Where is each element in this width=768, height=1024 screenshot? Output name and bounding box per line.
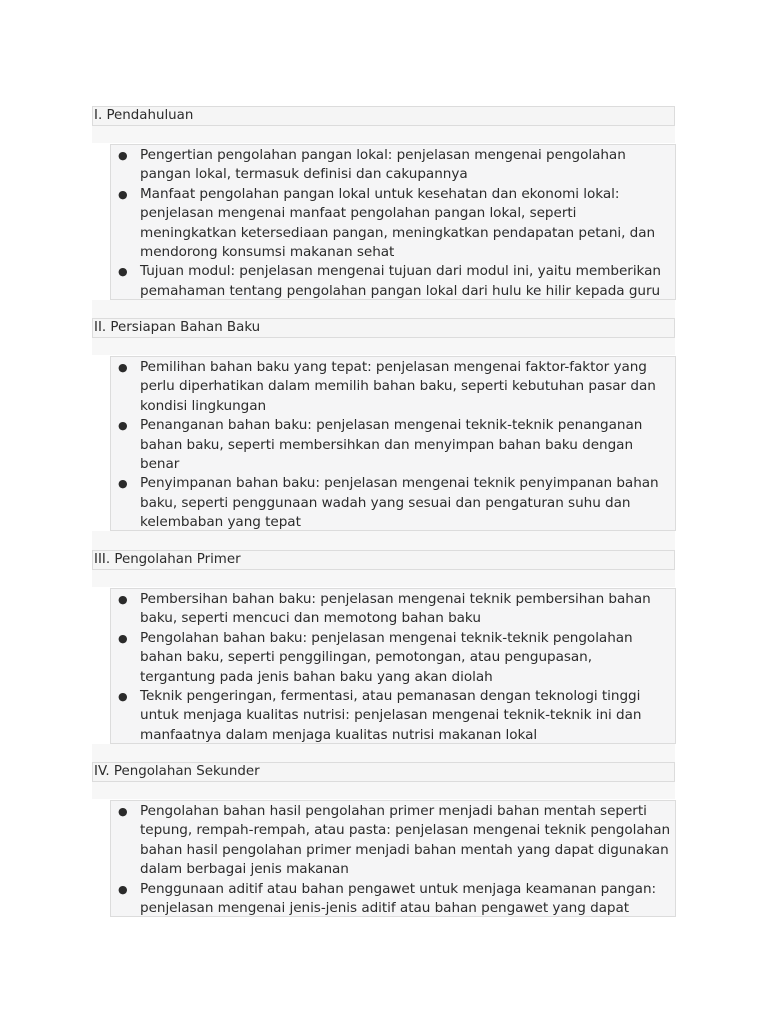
- bullet-icon: ●: [118, 187, 128, 201]
- section-heading-3: III. Pengolahan Primer: [92, 550, 675, 570]
- list-item: [111, 416, 675, 474]
- bullet-icon: ●: [118, 419, 128, 433]
- section-spacer: [92, 782, 675, 799]
- section-spacer: [92, 531, 675, 550]
- bullet-icon: ●: [118, 265, 128, 279]
- list-item: [111, 629, 675, 687]
- section-list-1: [110, 144, 676, 300]
- list-item-text: Pengertian pengolahan pangan lokal: penjelasan mengenai pengolahan pangan lokal, termasuk definisi dan cakupannya: [140, 147, 626, 183]
- list-item: [111, 802, 675, 880]
- section-heading-4: IV. Pengolahan Sekunder: [92, 762, 675, 782]
- bullet-icon: ●: [118, 361, 128, 374]
- list-item-text: Penyimpanan bahan baku: penjelasan mengenai teknik penyimpanan bahan baku, seperti penggunaan wadah yang sesuai dan pengaturan suhu dan kelembaban yang tepat: [140, 475, 659, 531]
- list-item: [111, 687, 675, 744]
- bullet-icon: ●: [118, 477, 128, 491]
- section-heading-2: II. Persiapan Bahan Baku: [92, 318, 675, 338]
- list-item-text: Manfaat pengolahan pangan lokal untuk kesehatan dan ekonomi lokal: penjelasan mengenai manfaat pengolahan pangan lokal, seperti meningkatkan ketersediaan pangan, meningkatkan pendapatan petani, dan mendorong konsumsi makanan sehat: [140, 185, 656, 261]
- list-item: [111, 590, 675, 629]
- list-item-text: Penanganan bahan baku: penjelasan mengenai teknik-teknik penanganan bahan baku, seperti membersihkan dan menyimpan bahan baku dengan benar: [140, 417, 643, 473]
- section-list-2: [110, 356, 676, 531]
- bullet-icon: ●: [118, 690, 128, 704]
- section-list-3: [110, 588, 676, 744]
- section-spacer: [92, 126, 675, 143]
- list-item: [111, 880, 675, 917]
- bullet-icon: ●: [118, 631, 128, 645]
- list-item-text: Penggunaan aditif atau bahan pengawet untuk menjaga keamanan pangan: penjelasan mengenai jenis-jenis aditif atau bahan pengawet yang dapat: [140, 880, 657, 917]
- list-item-text: Tujuan modul: penjelasan mengenai tujuan dari modul ini, yaitu memberikan pemahaman tentang pengolahan pangan lokal dari hulu ke hilir kepada guru: [140, 263, 661, 299]
- section-heading-1: I. Pendahuluan: [92, 106, 675, 126]
- section-spacer: [92, 300, 675, 318]
- list-item-text: Pengolahan bahan hasil pengolahan primer menjadi bahan mentah seperti tepung, rempah-rempah, atau pasta: penjelasan mengenai teknik pengolahan bahan hasil pengolahan primer menjadi bahan mentah yang dapat digunakan dalam berbagai jenis makanan: [140, 803, 671, 878]
- section-spacer: [92, 744, 675, 762]
- bullet-icon: ●: [118, 805, 128, 818]
- section-spacer: [92, 338, 675, 355]
- bullet-icon: ●: [118, 882, 128, 896]
- section-spacer: [92, 570, 675, 587]
- list-item-text: Teknik pengeringan, fermentasi, atau pemanasan dengan teknologi tinggi untuk menjaga kualitas nutrisi: penjelasan mengenai teknik-teknik ini dan manfaatnya dalam menjaga kualitas nutrisi makanan lokal: [140, 688, 642, 743]
- bullet-icon: ●: [118, 593, 128, 606]
- section-list-4: [110, 800, 676, 917]
- bullet-icon: ●: [118, 149, 128, 162]
- list-item: [111, 146, 675, 185]
- list-item-text: Pembersihan bahan baku: penjelasan mengenai teknik pembersihan bahan baku, seperti mencuci dan memotong bahan baku: [140, 591, 651, 627]
- list-item-text: Pengolahan bahan baku: penjelasan mengenai teknik-teknik pengolahan bahan baku, seperti penggilingan, pemotongan, atau pengupasan, tergantung pada jenis bahan baku yang akan diolah: [140, 629, 633, 685]
- list-item-text: Pemilihan bahan baku yang tepat: penjelasan mengenai faktor-faktor yang perlu diperhatikan dalam memilih bahan baku, seperti kebutuhan pasar dan kondisi lingkungan: [140, 359, 656, 414]
- list-item: [111, 358, 675, 416]
- list-item: [111, 474, 675, 531]
- list-item: [111, 185, 675, 263]
- list-item: [111, 262, 675, 300]
